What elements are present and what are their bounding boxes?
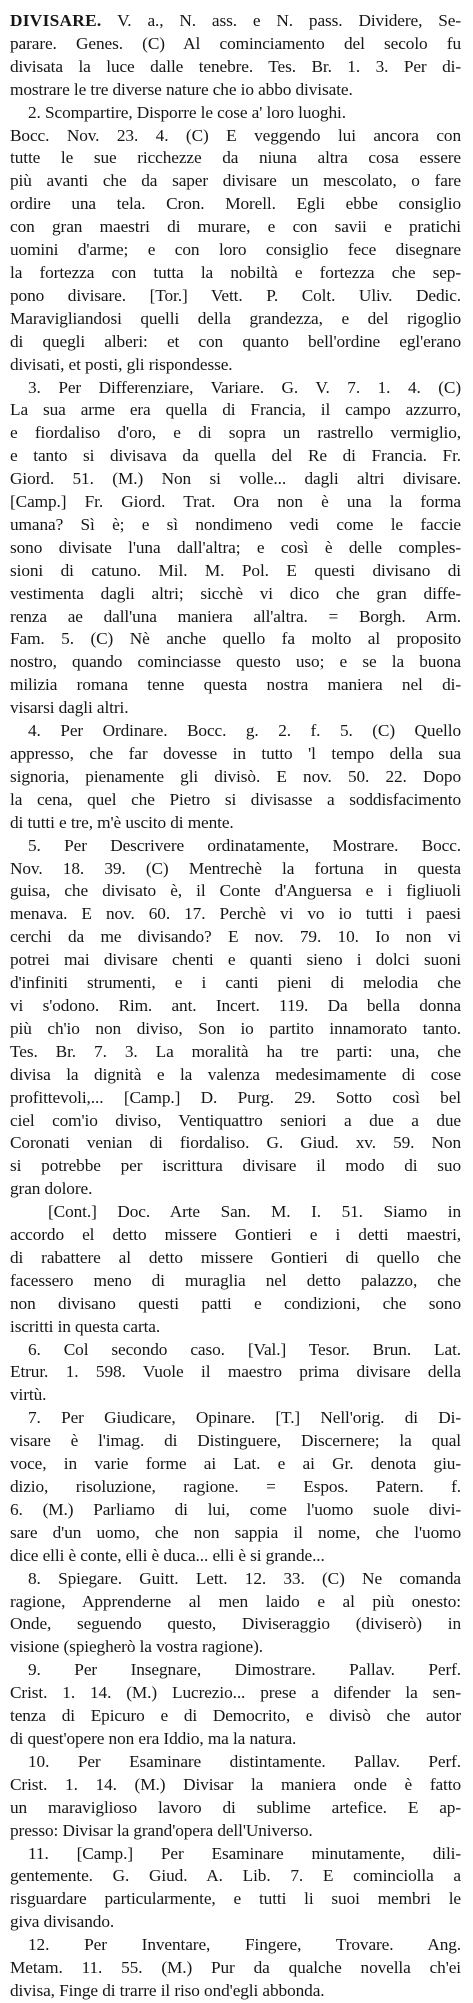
entry-line: profittevoli,... [Camp.] D. Purg. 29. Sotto così bel [10, 1087, 461, 1107]
dictionary-entry-divisare [10, 10, 461, 2003]
entry-line: di quest'opere non era Iddio, ma la natura. [10, 1728, 297, 1748]
entry-line: non divisano questi patti e condizioni, che sono [10, 1293, 461, 1313]
entry-line: di rabattere al detto missere Gontieri di quello che [10, 1247, 461, 1267]
entry-line: 6. (M.) Parliamo di lui, come l'uomo suole divi- [10, 1499, 461, 1519]
entry-line: sare d'un uomo, che non sappia il nome, che l'uomo [10, 1522, 461, 1542]
entry-line: Crist. 1. 14. (M.) Lucrezio... prese a difender la sen- [10, 1683, 461, 1703]
entry-line: pono divisare. [Tor.] Vett. P. Colt. Uliv. Dedic. [10, 285, 461, 305]
entry-line: renza ae dall'una maniera all'altra. = Borgh. Arm. [10, 606, 461, 626]
entry-line: potrei mai divisare chenti e quanti sieno i dolci suoni [10, 950, 461, 970]
entry-line: 5. Per Descrivere ordinatamente, Mostrare. Bocc. [28, 835, 461, 855]
entry-line: menava. E nov. 60. 17. Perchè vi vo io tutti i paesi [10, 904, 461, 924]
entry-line: con gran maestri di murare, e con savii e pratichi [10, 217, 461, 237]
entry-line: d'infiniti strumenti, e i canti pieni di melodia che [10, 973, 461, 993]
entry-line: 8. Spiegare. Guitt. Lett. 12. 33. (C) Ne comanda [28, 1568, 461, 1588]
entry-line: si potrebbe per iscrittura divisare il modo di suo [10, 1156, 461, 1176]
entry-line: [Camp.] Fr. Giord. Trat. Ora non è una la forma [10, 492, 461, 512]
entry-line: di quegli alberi: et con quanto bell'ordine egl'erano [10, 331, 461, 351]
entry-line: tutte le sue ricchezze da niuna altra cosa essere [10, 148, 461, 168]
entry-line: Nov. 18. 39. (C) Mentrechè la fortuna in questa [10, 858, 461, 878]
entry-line: Etrur. 1. 598. Vuole il maestro prima divisare della [10, 1362, 461, 1382]
entry-line: Maravigliandosi quelli della grandezza, e del rigoglio [10, 308, 461, 328]
entry-line: la fortezza con tutta la nobiltà e fortezza che sep- [10, 262, 461, 282]
entry-line: guisa, che divisato è, il Conte d'Anguersa e i figliuoli [10, 881, 461, 901]
entry-line: [Cont.] Doc. Arte San. M. I. 51. Siamo in [48, 1202, 461, 1222]
entry-line: tenza di Epicuro e di Democrito, e divisò che autor [10, 1706, 461, 1726]
entry-line: cerchi da me divisando? E nov. 79. 10. Io non vi [10, 927, 461, 947]
entry-line: di tutti e tre, m'è uscito di mente. [10, 812, 234, 832]
entry-line: la cena, quel che Pietro si divisasse a soddisfacimento [10, 789, 461, 809]
entry-line: presso: Divisar la grand'opera dell'Universo. [10, 1820, 313, 1840]
entry-line: ordire una tela. Cron. Morell. Egli ebbe consiglio [10, 194, 461, 214]
entry-line: visione (spiegherò la vostra ragione). [10, 1637, 263, 1657]
entry-line: gran dolore. [10, 1179, 93, 1199]
entry-line: Fam. 5. (C) Nè anche quello fa molto al proposito [10, 629, 461, 649]
entry-line: risguardare particularmente, e tutti li suoi membri le [10, 1889, 461, 1909]
entry-line: 7. Per Giudicare, Opinare. [T.] Nell'orig. di Di- [28, 1408, 461, 1428]
entry-line: appresso, che far dovesse in tutto 'l tempo della sua [10, 744, 461, 763]
entry-line: vi s'odono. Rim. ant. Incert. 119. Da bella donna [10, 995, 461, 1015]
entry-line: nostro, quando cominciasse questo uso; e se la buona [10, 652, 461, 672]
entry-line: parare. Genes. (C) Al cominciamento del secolo fu [10, 33, 461, 53]
entry-line: visarsi dagli altri. [10, 698, 129, 718]
entry-line: divisa, Finge di trarre il riso ond'egli abbonda. [10, 1980, 325, 2000]
entry-line: Tes. Br. 7. 3. La moralità ha tre parti: una, che [10, 1041, 461, 1061]
entry-line: 4. Per Ordinare. Bocc. g. 2. f. 5. (C) Quello [28, 721, 461, 741]
entry-line: dice elli è conte, elli è duca... elli è si grande... [10, 1545, 325, 1565]
entry-line: milizia romana tenne questa nostra maniera nel di- [10, 675, 461, 695]
entry-line: divisa la dignità e la valenza medesimamente di cose [10, 1064, 461, 1084]
entry-line: facessero meno di muraglia nel detto palazzo, che [10, 1270, 461, 1290]
entry-line: umana? Sì è; e sì nondimeno vedi come le faccie [10, 514, 461, 534]
entry-line: 10. Per Esaminare distintamente. Pallav. Perf. [28, 1751, 461, 1771]
headword: DIVISARE. [10, 11, 102, 30]
entry-line: 12. Per Inventare, Fingere, Trovare. Ang. [28, 1935, 461, 1955]
entry-line: Coronati venian di fiordaliso. G. Giud. xv. 59. Non [10, 1133, 461, 1153]
entry-line: 6. Col secondo caso. [Val.] Tesor. Brun. Lat. [28, 1339, 461, 1359]
entry-line: 3. Per Differenziare, Variare. G. V. 7. 1. 4. (C) [28, 377, 461, 397]
entry-line-text: V. a., N. ass. e N. pass. Dividere, Se- [117, 11, 461, 30]
entry-line: più avanti che da saper divisare un mescolato, o fare [10, 171, 461, 191]
entry-line: sono divisate l'una dall'altra; e così è delle comples- [10, 537, 461, 557]
entry-line: e fiordaliso d'oro, e di sopra un rastrello vermiglio, [10, 423, 461, 443]
entry-line: Onde, seguendo questo, Diviseraggio (diviserò) in [10, 1614, 461, 1634]
entry-line: dizio, risoluzione, ragione. = Espos. Patern. f. [10, 1477, 461, 1496]
entry-line: 11. [Camp.] Per Esaminare minutamente, dili- [28, 1843, 461, 1863]
entry-line: uomini d'arme; e con loro consiglio fece disegnare [10, 240, 461, 260]
entry-line: un maraviglioso lavoro di sublime artefice. E ap- [10, 1797, 461, 1817]
entry-line: giva divisando. [10, 1912, 115, 1932]
entry-line: virtù. [10, 1385, 47, 1405]
entry-line: gentemente. G. Giud. A. Lib. 7. E cominciolla a [10, 1866, 461, 1886]
entry-line: più ch'io non diviso, Son io partito innamorato tanto. [10, 1018, 461, 1038]
entry-line: ragione, Apprenderne al men laido e al più onesto: [10, 1591, 461, 1611]
entry-line: Bocc. Nov. 23. 4. (C) E veggendo lui ancora con [10, 125, 461, 145]
entry-line: 9. Per Insegnare, Dimostrare. Pallav. Perf. [28, 1660, 461, 1680]
entry-line: sioni di catuno. Mil. M. Pol. E questi divisano di [10, 560, 461, 580]
entry-line: iscritti in questa carta. [10, 1316, 161, 1336]
entry-line: signoria, pienamente gli divisò. E nov. 50. 22. Dopo [10, 766, 461, 786]
entry-line: Giord. 51. (M.) Non si volle... dagli altri divisare. [10, 469, 461, 489]
entry-line: visare è l'imag. di Distinguere, Discernere; la qual [10, 1431, 461, 1451]
entry-line: vestimenta dagli altri; sicchè vi dico che gran diffe- [10, 583, 461, 603]
entry-line: La sua arme era quella di Francia, il campo azzurro, [10, 400, 461, 420]
entry-line: Crist. 1. 14. (M.) Divisar la maniera onde è fatto [10, 1774, 461, 1794]
entry-line: mostrare le tre diverse nature che io abbo divisate. [10, 79, 353, 99]
entry-line: divisati, et posti, gli rispondesse. [10, 354, 233, 374]
entry-line: 2. Scompartire, Disporre le cose a' loro luoghi. [28, 102, 346, 122]
entry-line: Metam. 11. 55. (M.) Pur da qualche novella ch'ei [10, 1958, 461, 1978]
entry-line: divisata la luce dalle tenebre. Tes. Br. 1. 3. Per di- [10, 56, 461, 76]
entry-line: e tanto si divisava da quella del Re di Francia. Fr. [10, 446, 461, 466]
entry-line [10, 10, 461, 33]
entry-line: voce, in varie forme ai Lat. e ai Gr. denota giu- [10, 1454, 461, 1474]
entry-line: ciel com'io diviso, Ventiquattro seniori a due a due [10, 1110, 461, 1130]
entry-line: accordo el detto missere Gontieri e i detti maestri, [10, 1225, 461, 1245]
